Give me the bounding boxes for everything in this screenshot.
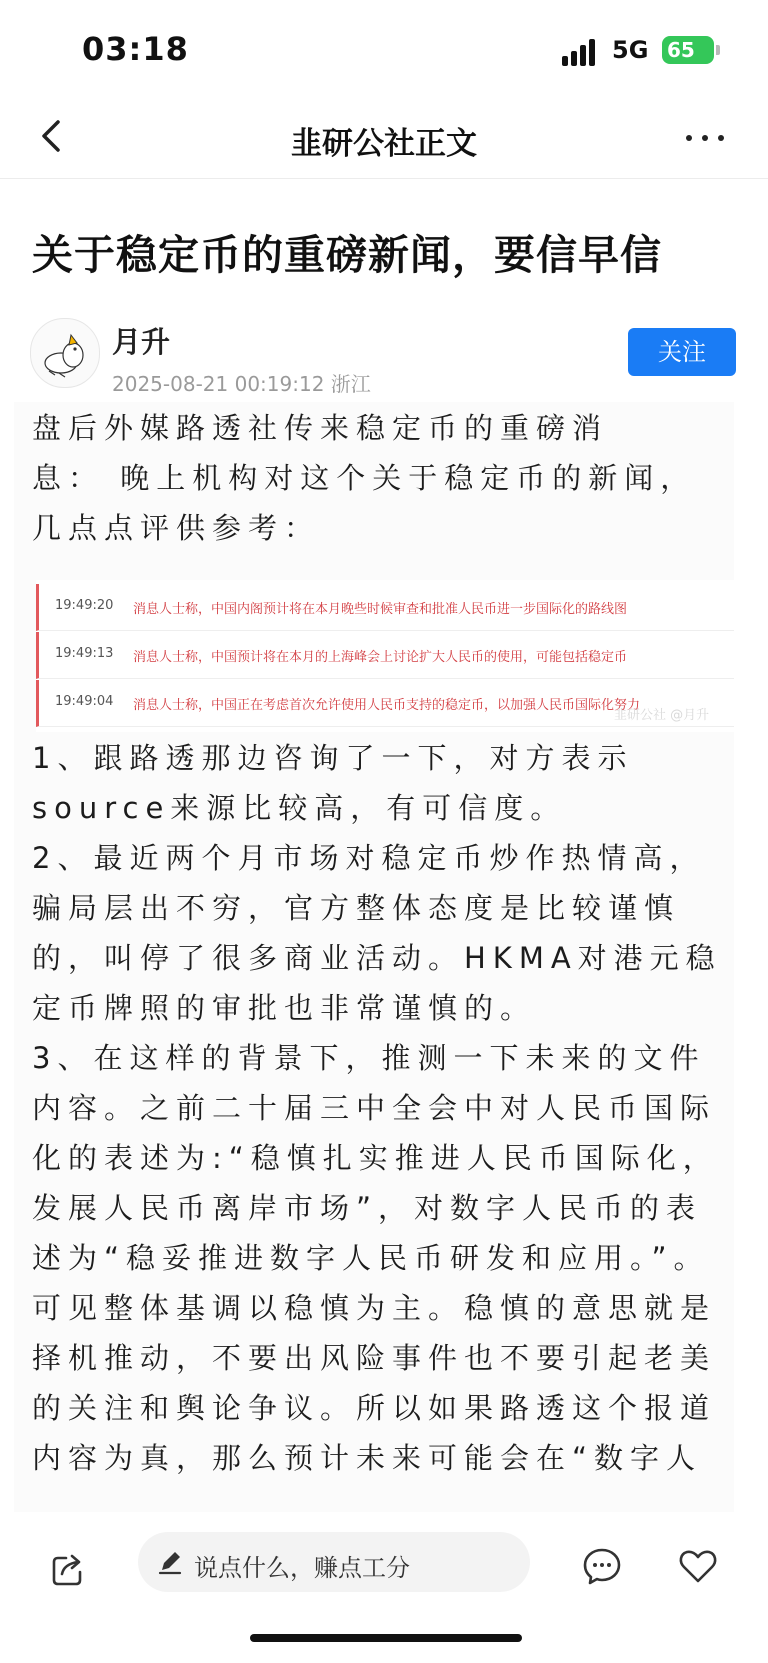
avatar[interactable]: [30, 318, 100, 388]
body-line: 的关注和舆论争议。所以如果路透这个报道: [32, 1391, 717, 1425]
body-line: 述为“稳妥推进数字人民币研发和应用。”。: [32, 1241, 710, 1275]
battery-icon: 65: [662, 36, 714, 64]
body-line: 1、跟路透那边咨询了一下，对方表示: [32, 741, 634, 775]
body-line: 骗局层出不穷，官方整体态度是比较谨慎: [32, 891, 681, 925]
signal-icon: [562, 38, 602, 66]
body-line: 内容为真，那么预计未来可能会在“数字人: [32, 1441, 703, 1475]
news-text: 消息人士称，中国正在考虑首次允许使用人民币支持的稳定币，以加强人民币国际化努力: [133, 698, 641, 713]
body-line: 2、最近两个月市场对稳定币炒作热情高，: [32, 841, 706, 875]
home-indicator[interactable]: [250, 1634, 522, 1642]
author-name[interactable]: 月升: [112, 325, 171, 359]
news-item: [36, 584, 734, 631]
comment-placeholder: 说点什么，赚点工分: [194, 1554, 410, 1582]
battery-tip: [716, 45, 720, 55]
intro-line: 几点点评供参考：: [32, 511, 321, 545]
news-time: 19:49:13: [55, 646, 114, 661]
body-line: 定币牌照的审批也非常谨慎的。: [32, 991, 537, 1025]
body-line: 择机推动，不要出风险事件也不要引起老美: [32, 1341, 717, 1375]
watermark: 韭研公社 @月升: [614, 708, 710, 723]
intro-line: 盘后外媒路透社传来稳定币的重磅消: [32, 411, 609, 445]
status-bar: [0, 0, 768, 100]
pencil-icon: [156, 1548, 184, 1576]
body-line: 的，叫停了很多商业活动。HKMA对港元稳: [32, 941, 722, 975]
news-time: 19:49:20: [55, 598, 114, 613]
article-content: [14, 402, 734, 1512]
body-line: 可见整体基调以稳慎为主。稳慎的意思就是: [32, 1291, 717, 1325]
comment-input[interactable]: [138, 1532, 530, 1592]
body-line: 发展人民币离岸市场”，对数字人民币的表: [32, 1191, 703, 1225]
body-line: 化的表述为:“稳慎扎实推进人民币国际化，: [32, 1141, 719, 1175]
network-type: 5G: [612, 36, 649, 64]
comment-icon[interactable]: [582, 1546, 622, 1586]
post-meta: 2025-08-21 00:19:12 浙江: [112, 372, 371, 396]
body-line: 3、在这样的背景下，推测一下未来的文件: [32, 1041, 706, 1075]
share-icon[interactable]: [50, 1552, 86, 1588]
follow-button[interactable]: 关注: [628, 328, 736, 376]
intro-line: 息： 晚上机构对这个关于稳定币的新闻，: [32, 461, 697, 495]
page-title: 韭研公社正文: [291, 126, 477, 162]
nav-bar: [0, 100, 768, 179]
news-text: 消息人士称，中国内阁预计将在本月晚些时候审查和批准人民币进一步国际化的路线图: [133, 602, 628, 617]
article-title: 关于稳定币的重磅新闻，要信早信: [32, 231, 662, 279]
body-line: 内容。之前二十届三中全会中对人民币国际: [32, 1091, 717, 1125]
more-icon[interactable]: [686, 120, 730, 156]
news-text: 消息人士称，中国预计将在本月的上海峰会上讨论扩大人民币的使用，可能包括稳定币: [133, 650, 628, 665]
status-time: 03:18: [82, 30, 189, 68]
bottom-bar: [0, 1512, 768, 1663]
news-time: 19:49:04: [55, 694, 114, 709]
body-line: source来源比较高，有可信度。: [32, 791, 567, 825]
news-item: [36, 632, 734, 679]
like-icon[interactable]: [678, 1546, 718, 1586]
